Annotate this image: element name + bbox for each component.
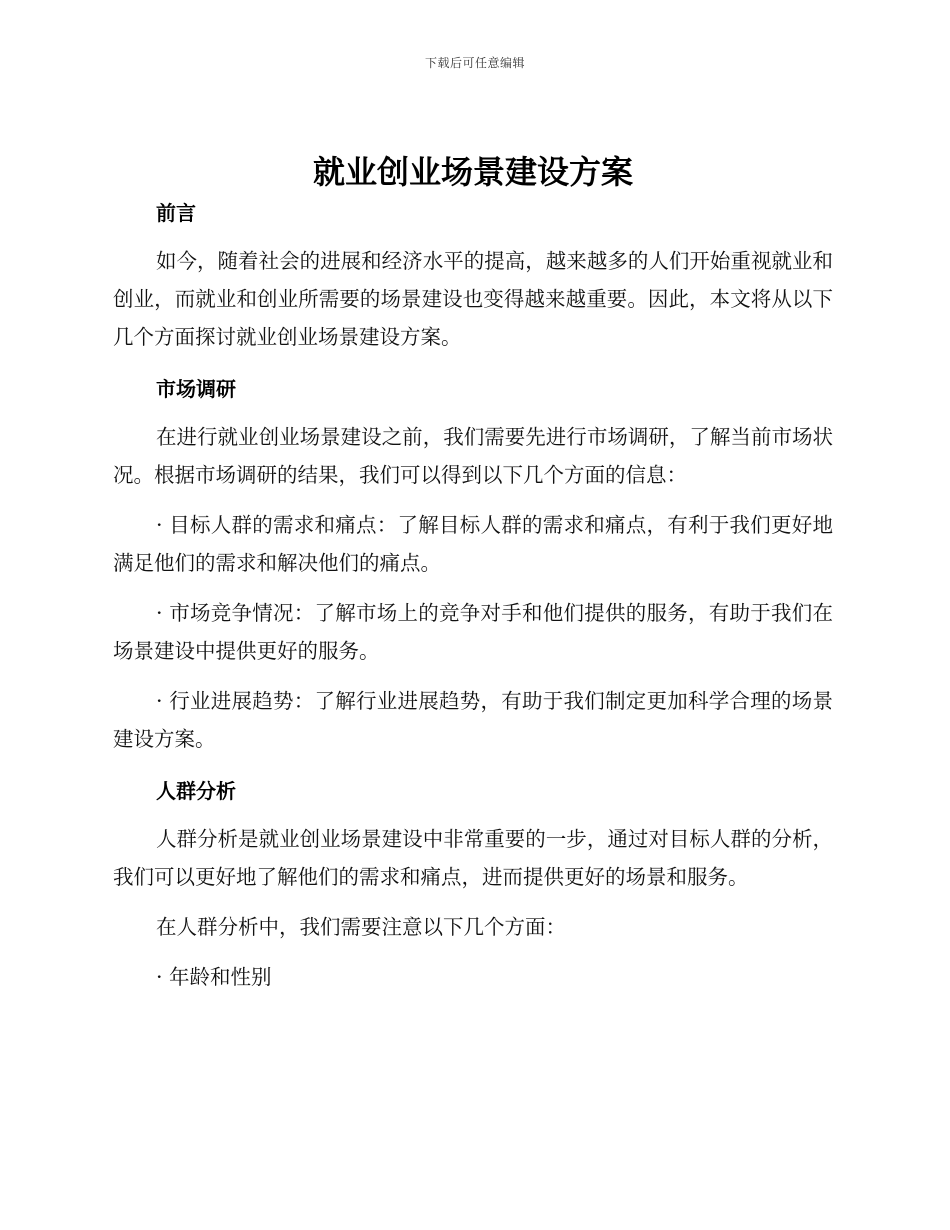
spacer bbox=[113, 758, 833, 776]
spacer bbox=[113, 494, 833, 506]
market-bullet-trends: · 行业进展趋势：了解行业进展趋势，有助于我们制定更加科学合理的场景建设方案。 bbox=[113, 689, 833, 751]
spacer bbox=[113, 582, 833, 594]
document-body bbox=[113, 150, 833, 996]
spacer bbox=[113, 356, 833, 374]
section-heading-preface: 前言 bbox=[156, 201, 196, 225]
spacer bbox=[113, 806, 833, 820]
crowd-bullet-age-gender: · 年龄和性别 bbox=[156, 965, 272, 989]
market-paragraph: 在进行就业创业场景建设之前，我们需要先进行市场调研，了解当前市场状况。根据市场调研的结果，我们可以得到以下几个方面的信息： bbox=[113, 425, 833, 487]
spacer bbox=[113, 404, 833, 418]
spacer bbox=[113, 228, 833, 242]
document-title: 就业创业场景建设方案 bbox=[312, 153, 633, 191]
spacer bbox=[113, 670, 833, 682]
preface-paragraph: 如今，随着社会的进展和经济水平的提高，越来越多的人们开始重视就业和创业，而就业和创业所需要的场景建设也变得越来越重要。因此，本文将从以下几个方面探讨就业创业场景建设方案。 bbox=[113, 249, 833, 349]
market-bullet-target-needs: · 目标人群的需求和痛点：了解目标人群的需求和痛点，有利于我们更好地满足他们的需求和解决他们的痛点。 bbox=[113, 513, 833, 575]
market-bullet-competition: · 市场竞争情况：了解市场上的竞争对手和他们提供的服务，有助于我们在场景建设中提供更好的服务。 bbox=[113, 601, 833, 663]
crowd-paragraph: 人群分析是就业创业场景建设中非常重要的一步，通过对目标人群的分析，我们可以更好地了解他们的需求和痛点，进而提供更好的场景和服务。 bbox=[113, 827, 833, 889]
section-heading-market: 市场调研 bbox=[156, 377, 236, 401]
crowd-paragraph-2: 在人群分析中，我们需要注意以下几个方面： bbox=[156, 915, 566, 939]
header-note: 下载后可任意编辑 bbox=[424, 56, 525, 70]
spacer bbox=[113, 896, 833, 908]
spacer bbox=[113, 946, 833, 958]
section-heading-crowd: 人群分析 bbox=[156, 779, 236, 803]
